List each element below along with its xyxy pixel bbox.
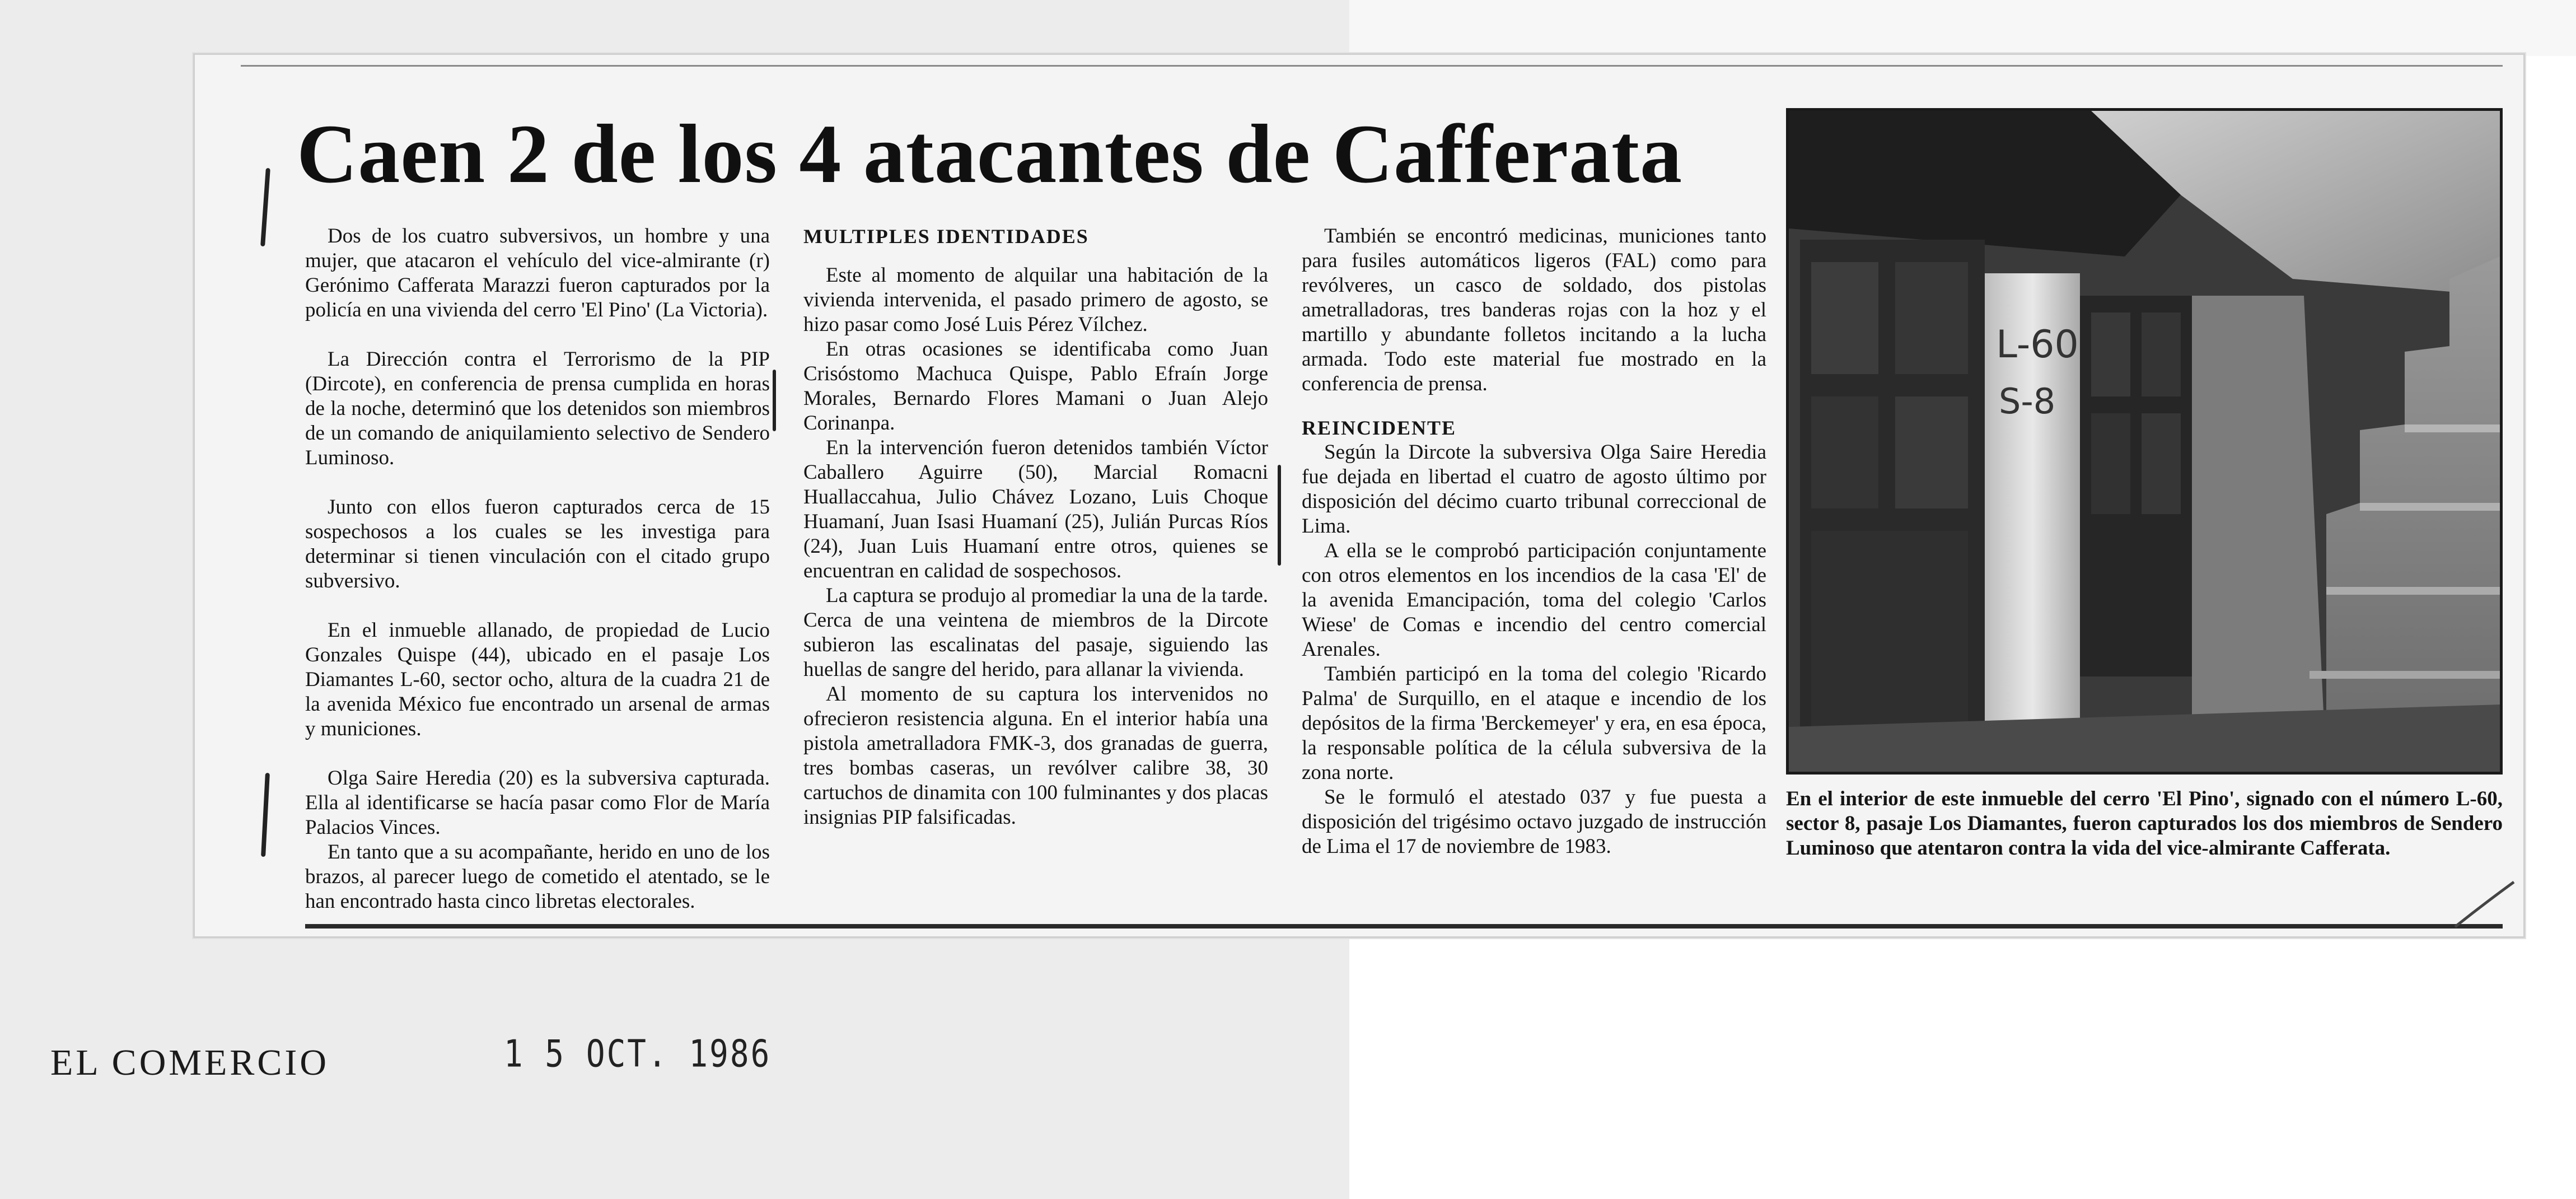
paragraph: Junto con ellos fueron capturados cerca de 15 sospechosos a los cuales se les investiga para determinar si tienen vinculación con el citado grupo subversivo. — [305, 496, 770, 592]
wall-marking-l60: L-60 — [1996, 323, 2079, 367]
paragraph: En tanto que a su acompañante, herido en uno de los brazos, al parecer luego de cometido el atentado, se le han encontrado hasta cinco libretas electorales. — [305, 841, 770, 913]
column-2 — [803, 224, 1268, 918]
page-curl — [2449, 871, 2517, 932]
paragraph: A ella se le comprobó participación conjuntamente con otros elementos en los incendios de la casa 'El' de la avenida Emancipación, toma del colegio 'Carlos Wiese' de Comas e incendio del centro comercial Arenales. — [1302, 539, 1766, 661]
paragraph: La Dirección contra el Terrorismo de la PIP (Dircote), en conferencia de prensa cumplida en horas de la noche, determinó que los detenidos son miembros de un comando de aniquilamiento selectivo de Sendero Luminoso. — [305, 348, 770, 469]
paragraph: Al momento de su captura los intervenidos no ofrecieron resistencia alguna. En el interior había una pistola ametralladora FMK-3, dos granadas de guerra, tres bombas caseras, un revólver calibre 38, 30 cartuchos de dinamita con 100 fulminantes y dos placas insignias PIP falsificadas. — [803, 683, 1268, 829]
paragraph: Olga Saire Heredia (20) es la subversiva capturada. Ella al identificarse se hacía pasar como Flor de María Palacios Vinces. — [305, 767, 770, 839]
paragraph: Se le formuló el atestado 037 y fue puesta a disposición del trigésimo octavo juzgado de instrucción de Lima el 17 de noviembre de 1983. — [1302, 786, 1766, 858]
margin-mark — [773, 370, 776, 431]
scan-background-top — [1349, 0, 2576, 56]
news-photo — [1786, 108, 2503, 775]
paragraph: La captura se produjo al promediar la una de la tarde. Cerca de una veintena de miembros de la Dircote subieron las escalinatas del pasaje, siguiendo las huellas de sangre del herido, para allanar la vivienda. — [803, 584, 1268, 681]
wall-marking-s8: S-8 — [1999, 381, 2056, 422]
date-stamp: 1 5 OCT. 1986 — [504, 1032, 772, 1076]
paragraph: Según la Dircote la subversiva Olga Saire Heredia fue dejada en libertad el cuatro de agosto último por disposición del décimo cuarto tribunal correccional de Lima. — [1302, 441, 1766, 538]
paragraph: En otras ocasiones se identificaba como Juan Crisóstomo Machuca Quispe, Pablo Efraín Jorge Morales, Bernardo Flores Mamani o Juan Alejo Corinanpa. — [803, 338, 1268, 435]
masthead-el-comercio: EL COMERCIO — [50, 1042, 330, 1083]
paragraph: Este al momento de alquilar una habitación de la vivienda intervenida, el pasado primero de agosto, se hizo pasar como José Luis Pérez Vílchez. — [803, 264, 1268, 336]
subheading-reincidente: REINCIDENTE — [1302, 417, 1457, 439]
subheading-multiples-identidades: MULTIPLES IDENTIDADES — [803, 225, 1089, 248]
top-rule — [241, 65, 2503, 67]
paragraph: En la intervención fueron detenidos también Víctor Caballero Aguirre (50), Marcial Romacni Huallaccahua, Julio Chávez Lozano, Luis Choque Huamaní, Juan Isasi Huamaní (25), Julián Purcas Ríos (24), Juan Luis Huamaní entre otros, quienes se encuentran en calidad de sospechosos. — [803, 436, 1268, 582]
headline: Caen 2 de los 4 atacantes de Cafferata — [297, 108, 1683, 200]
paragraph: También participó en la toma del colegio 'Ricardo Palma' de Surquillo, en el ataque e incendio de los depósitos de la firma 'Berckemeyer' y era, en esa época, la responsable política de la célula subversiva de la zona norte. — [1302, 663, 1766, 784]
column-1 — [305, 224, 770, 918]
photo-illustration — [1789, 111, 2500, 772]
paragraph: Dos de los cuatro subversivos, un hombre y una mujer, que atacaron el vehículo del vice-almirante (r) Gerónimo Cafferata Marazzi fueron capturados por la policía en una vivienda del cerro 'El Pino' (La Victoria). — [305, 225, 770, 321]
paragraph: En el inmueble allanado, de propiedad de Lucio Gonzales Quispe (44), ubicado en el pasaje Los Diamantes L-60, sector ocho, altura de la cuadra 21 de la avenida México fue encontrado un arsenal de armas y municiones. — [305, 619, 770, 740]
photo-caption: En el interior de este inmueble del cerro 'El Pino', signado con el número L-60, sector 8, pasaje Los Diamantes, fueron capturados los dos miembros de Sendero Luminoso que atentaron contra la vida del vice-almirante Cafferata. — [1786, 787, 2503, 860]
column-3 — [1302, 224, 1766, 918]
bottom-rule — [305, 924, 2503, 929]
margin-mark — [1278, 465, 1281, 566]
paragraph: También se encontró medicinas, municiones tanto para fusiles automáticos ligeros (FAL) como para revólveres, un casco de soldado, dos pistolas ametralladoras, tres banderas rojas con la hoz y el martillo y abundante folletos incitando a la lucha armada. Todo este material fue mostrado en la conferencia de prensa. — [1302, 225, 1766, 395]
